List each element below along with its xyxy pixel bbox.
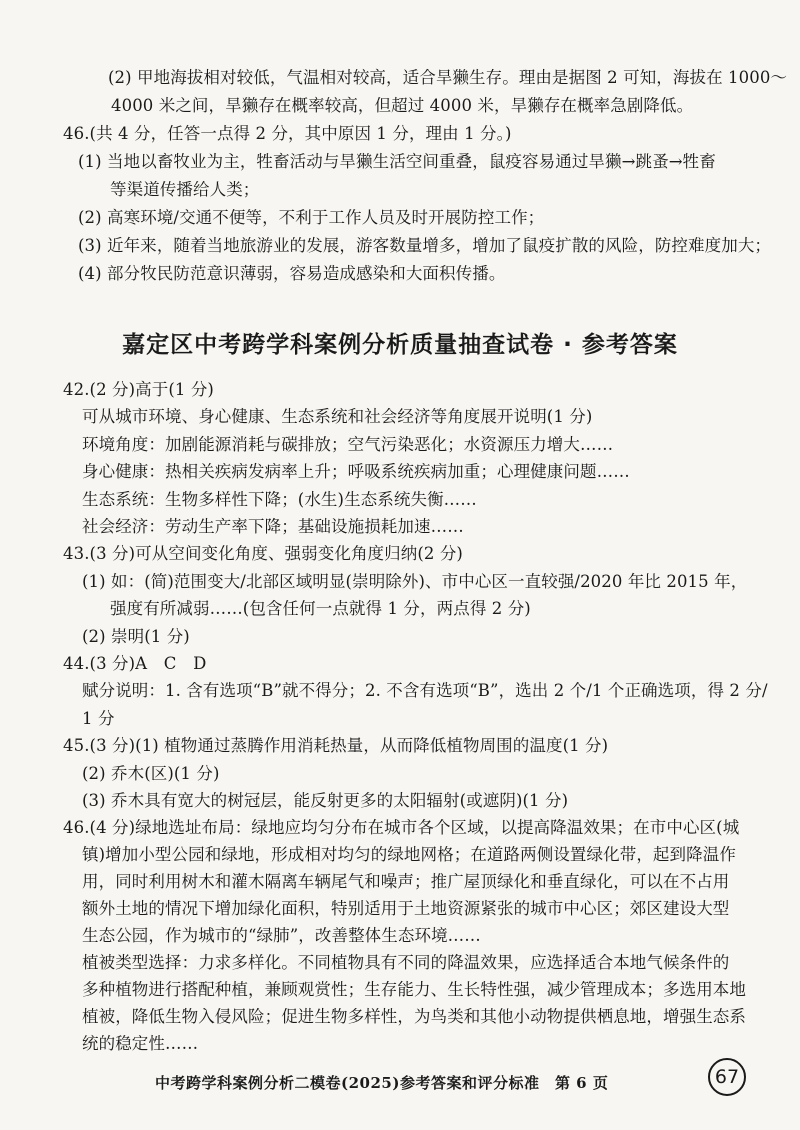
q45-2-line2: 4000 米之间，旱獭存在概率较高，但超过 4000 米，旱獭存在概率急剧降低。: [111, 96, 694, 115]
q46-line-8: 统的稳定性……: [82, 1034, 199, 1053]
q46-prev-item-1-line2: 等渠道传播给人类；: [110, 180, 260, 199]
q44-line-1: 赋分说明：1. 含有选项“B”就不得分；2. 不含有选项“B”，选出 2 个/1 个正确选项，得 2 分/: [82, 681, 768, 701]
q42-heading: 42.(2 分)高于(1 分): [63, 380, 214, 399]
q46-line-3: 额外土地的情况下增加绿化面积，特别适用于土地资源紧张的城市中心区；郊区建设大型: [82, 899, 730, 918]
q46-heading: 46.(4 分)绿地选址布局：绿地应均匀分布在城市各个区域，以提高降温效果；在市中心区(城: [63, 818, 740, 837]
q45-2-line1: (2) 甲地海拔相对较低，气温相对较高，适合旱獭生存。理由是据图 2 可知，海拔在 1000～: [108, 68, 788, 87]
section-title: 嘉定区中考跨学科案例分析质量抽查试卷 · 参考答案: [122, 332, 678, 358]
q45-line-1: (2) 乔木(区)(1 分): [82, 763, 220, 783]
q44-line-2: 1 分: [82, 708, 115, 728]
q42-line-5: 社会经济：劳动生产率下降；基础设施损耗加速……: [82, 517, 464, 536]
q46-line-7: 植被，降低生物入侵风险；促进生物多样性，为鸟类和其他小动物提供栖息地，增强生态系: [82, 1007, 746, 1026]
q45-heading: 45.(3 分)(1) 植物通过蒸腾作用消耗热量，从而降低植物周围的温度(1 分): [63, 736, 609, 756]
q46-line-2: 用，同时利用树木和灌木隔离车辆尾气和噪声；推广屋顶绿化和垂直绿化，可以在不占用: [82, 872, 730, 891]
q43-line-2: 强度有所减弱……(包含任何一点就得 1 分，两点得 2 分): [110, 599, 531, 619]
q42-line-2: 环境角度：加剧能源消耗与碳排放；空气污染恶化；水资源压力增大……: [82, 434, 614, 454]
q43-line-3: (2) 崇明(1 分): [82, 626, 190, 646]
q43-line-1: (1) 如：(简)范围变大/北部区域明显(崇明除外)、市中心区一直较强/2020 年比 2015 年，: [82, 571, 748, 591]
q42-line-1: 可从城市环境、身心健康、生态系统和社会经济等角度展开说明(1 分): [82, 407, 593, 427]
q46-line-1: 镇)增加小型公园和绿地，形成相对均匀的绿地网格；在道路两侧设置绿化带，起到降温作: [82, 845, 736, 864]
q46-line-6: 多种植物进行搭配种植，兼顾观赏性；生存能力、生长特性强，减少管理成本；多选用本地: [82, 980, 746, 999]
page-number-badge: 67: [708, 1058, 746, 1096]
page-footer: 中考跨学科案例分析二模卷(2025)参考答案和评分标准 第 6 页: [155, 1074, 609, 1092]
q45-line-2: (3) 乔木具有宽大的树冠层，能反射更多的太阳辐射(或遮阴)(1 分): [82, 791, 569, 810]
q46-prev-item-2: (2) 高寒环境/交通不便等，不利于工作人员及时开展防控工作；: [78, 208, 545, 227]
q43-heading: 43.(3 分)可从空间变化角度、强弱变化角度归纳(2 分): [63, 544, 463, 564]
q42-line-4: 生态系统：生物多样性下降；(水生)生态系统失衡……: [82, 489, 477, 509]
q46-prev-heading: 46.(共 4 分，任答一点得 2 分，其中原因 1 分，理由 1 分。): [63, 124, 512, 143]
q46-prev-item-4: (4) 部分牧民防范意识薄弱，容易造成感染和大面积传播。: [78, 264, 506, 283]
q46-prev-item-1-line1: (1) 当地以畜牧业为主，牲畜活动与旱獭生活空间重叠，鼠疫容易通过旱獭→跳蚤→牲畜: [78, 152, 716, 171]
q42-line-3: 身心健康：热相关疾病发病率上升；呼吸系统疾病加重；心理健康问题……: [82, 462, 630, 482]
q44-heading: 44.(3 分)A C D: [63, 654, 207, 673]
q46-line-4: 生态公园，作为城市的“绿肺”，改善整体生态环境……: [82, 926, 481, 945]
q46-line-5: 植被类型选择：力求多样化。不同植物具有不同的降温效果，应选择适合本地气候条件的: [82, 953, 730, 972]
q46-prev-item-3: (3) 近年来，随着当地旅游业的发展，游客数量增多，增加了鼠疫扩散的风险，防控难度加大；: [78, 236, 772, 255]
